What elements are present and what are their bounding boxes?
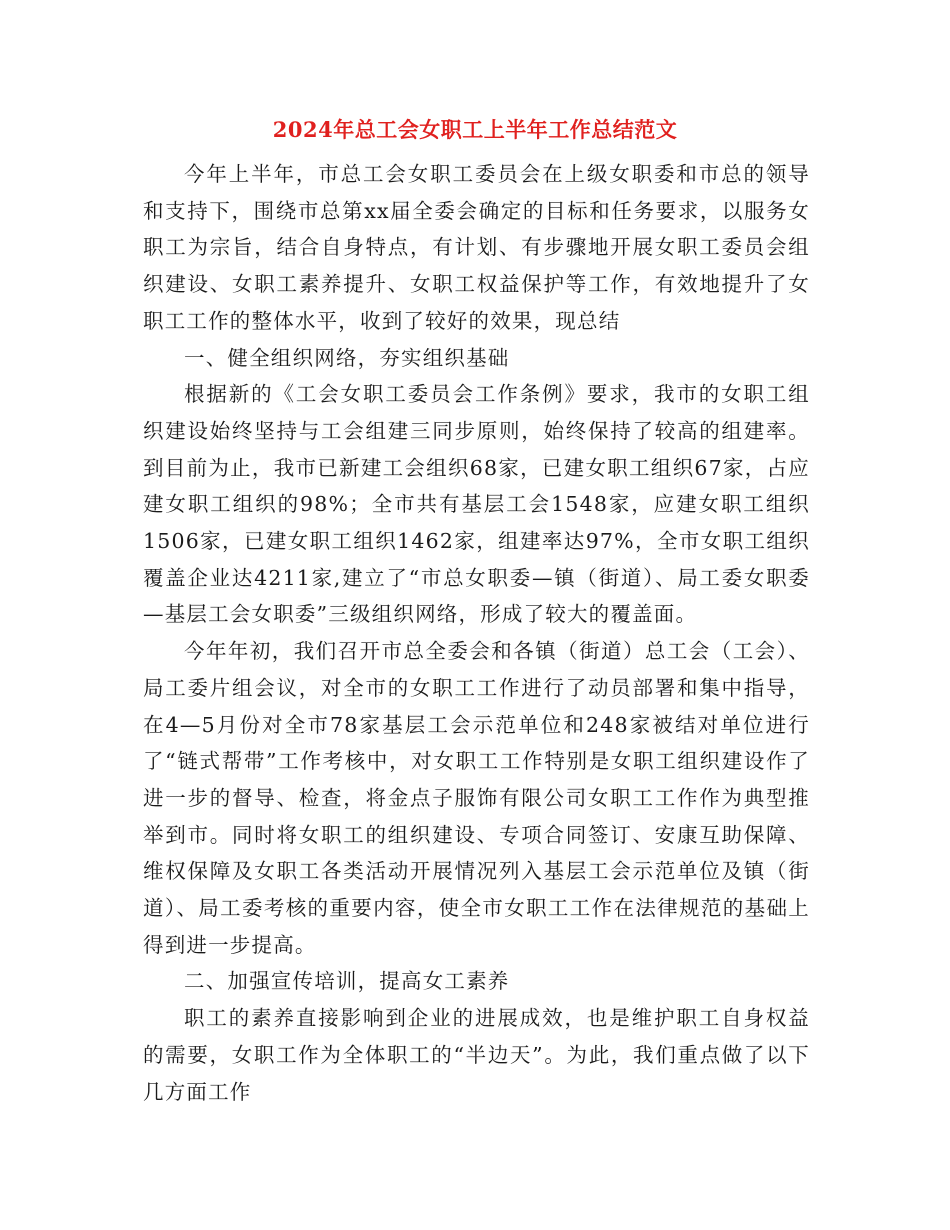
paragraph-organization: 根据新的《工会女职工委员会工作条例》要求，我市的女职工组织建设始终坚持与工会组建三同步原则，始终保持了较高的组建率。到目前为止，我市已新建工会组织68家，已建女职工组织67家，占应建女职工组织的98%；全市共有基层工会1548家，应建女职工组织1506家，已建女职工组织1462家，组建率达97%，全市女职工组织覆盖企业达4211家,建立了“市总女职委—镇（街道）、局工委女职委—基层工会女职委”三级组织网络，形成了较大的覆盖面。 — [143, 382, 810, 627]
paragraph-meetings: 今年年初，我们召开市总全委会和各镇（街道）总工会（工会）、局工委片组会议，对全市的女职工工作进行了动员部署和集中指导，在4—5月份对全市78家基层工会示范单位和248家被结对单位进行了“链式帮带”工作考核中，对女职工工作特别是女职工组织建设作了进一步的督导、检查，将金点子服饰有限公司女职工工作作为典型推举到市。同时将女职工的组织建设、专项合同签订、安康互助保障、维权保障及女职工各类活动开展情况列入基层工会示范单位及镇（街道）、局工委考核的重要内容，使全市女职工工作在法律规范的基础上得到进一步提高。 — [143, 639, 810, 957]
section-heading-2: 二、加强宣传培训，提高女工素养 — [184, 969, 510, 994]
section-heading-1: 一、健全组织网络，夯实组织基础 — [184, 345, 510, 370]
document-body — [143, 156, 810, 1110]
paragraph-intro: 今年上半年，市总工会女职工委员会在上级女职委和市总的领导和支持下，围绕市总第xx届全委会确定的目标和任务要求，以服务女职工为宗旨，结合自身特点，有计划、有步骤地开展女职工委员会组织建设、女职工素养提升、女职工权益保护等工作，有效地提升了女职工工作的整体水平，收到了较好的效果，现总结 — [143, 162, 810, 333]
paragraph-training: 职工的素养直接影响到企业的进展成效，也是维护职工自身权益的需要，女职工作为全体职工的“半边天”。为此，我们重点做了以下几方面工作 — [143, 1006, 810, 1104]
document-title: 2024年总工会女职工上半年工作总结范文 — [272, 117, 678, 142]
